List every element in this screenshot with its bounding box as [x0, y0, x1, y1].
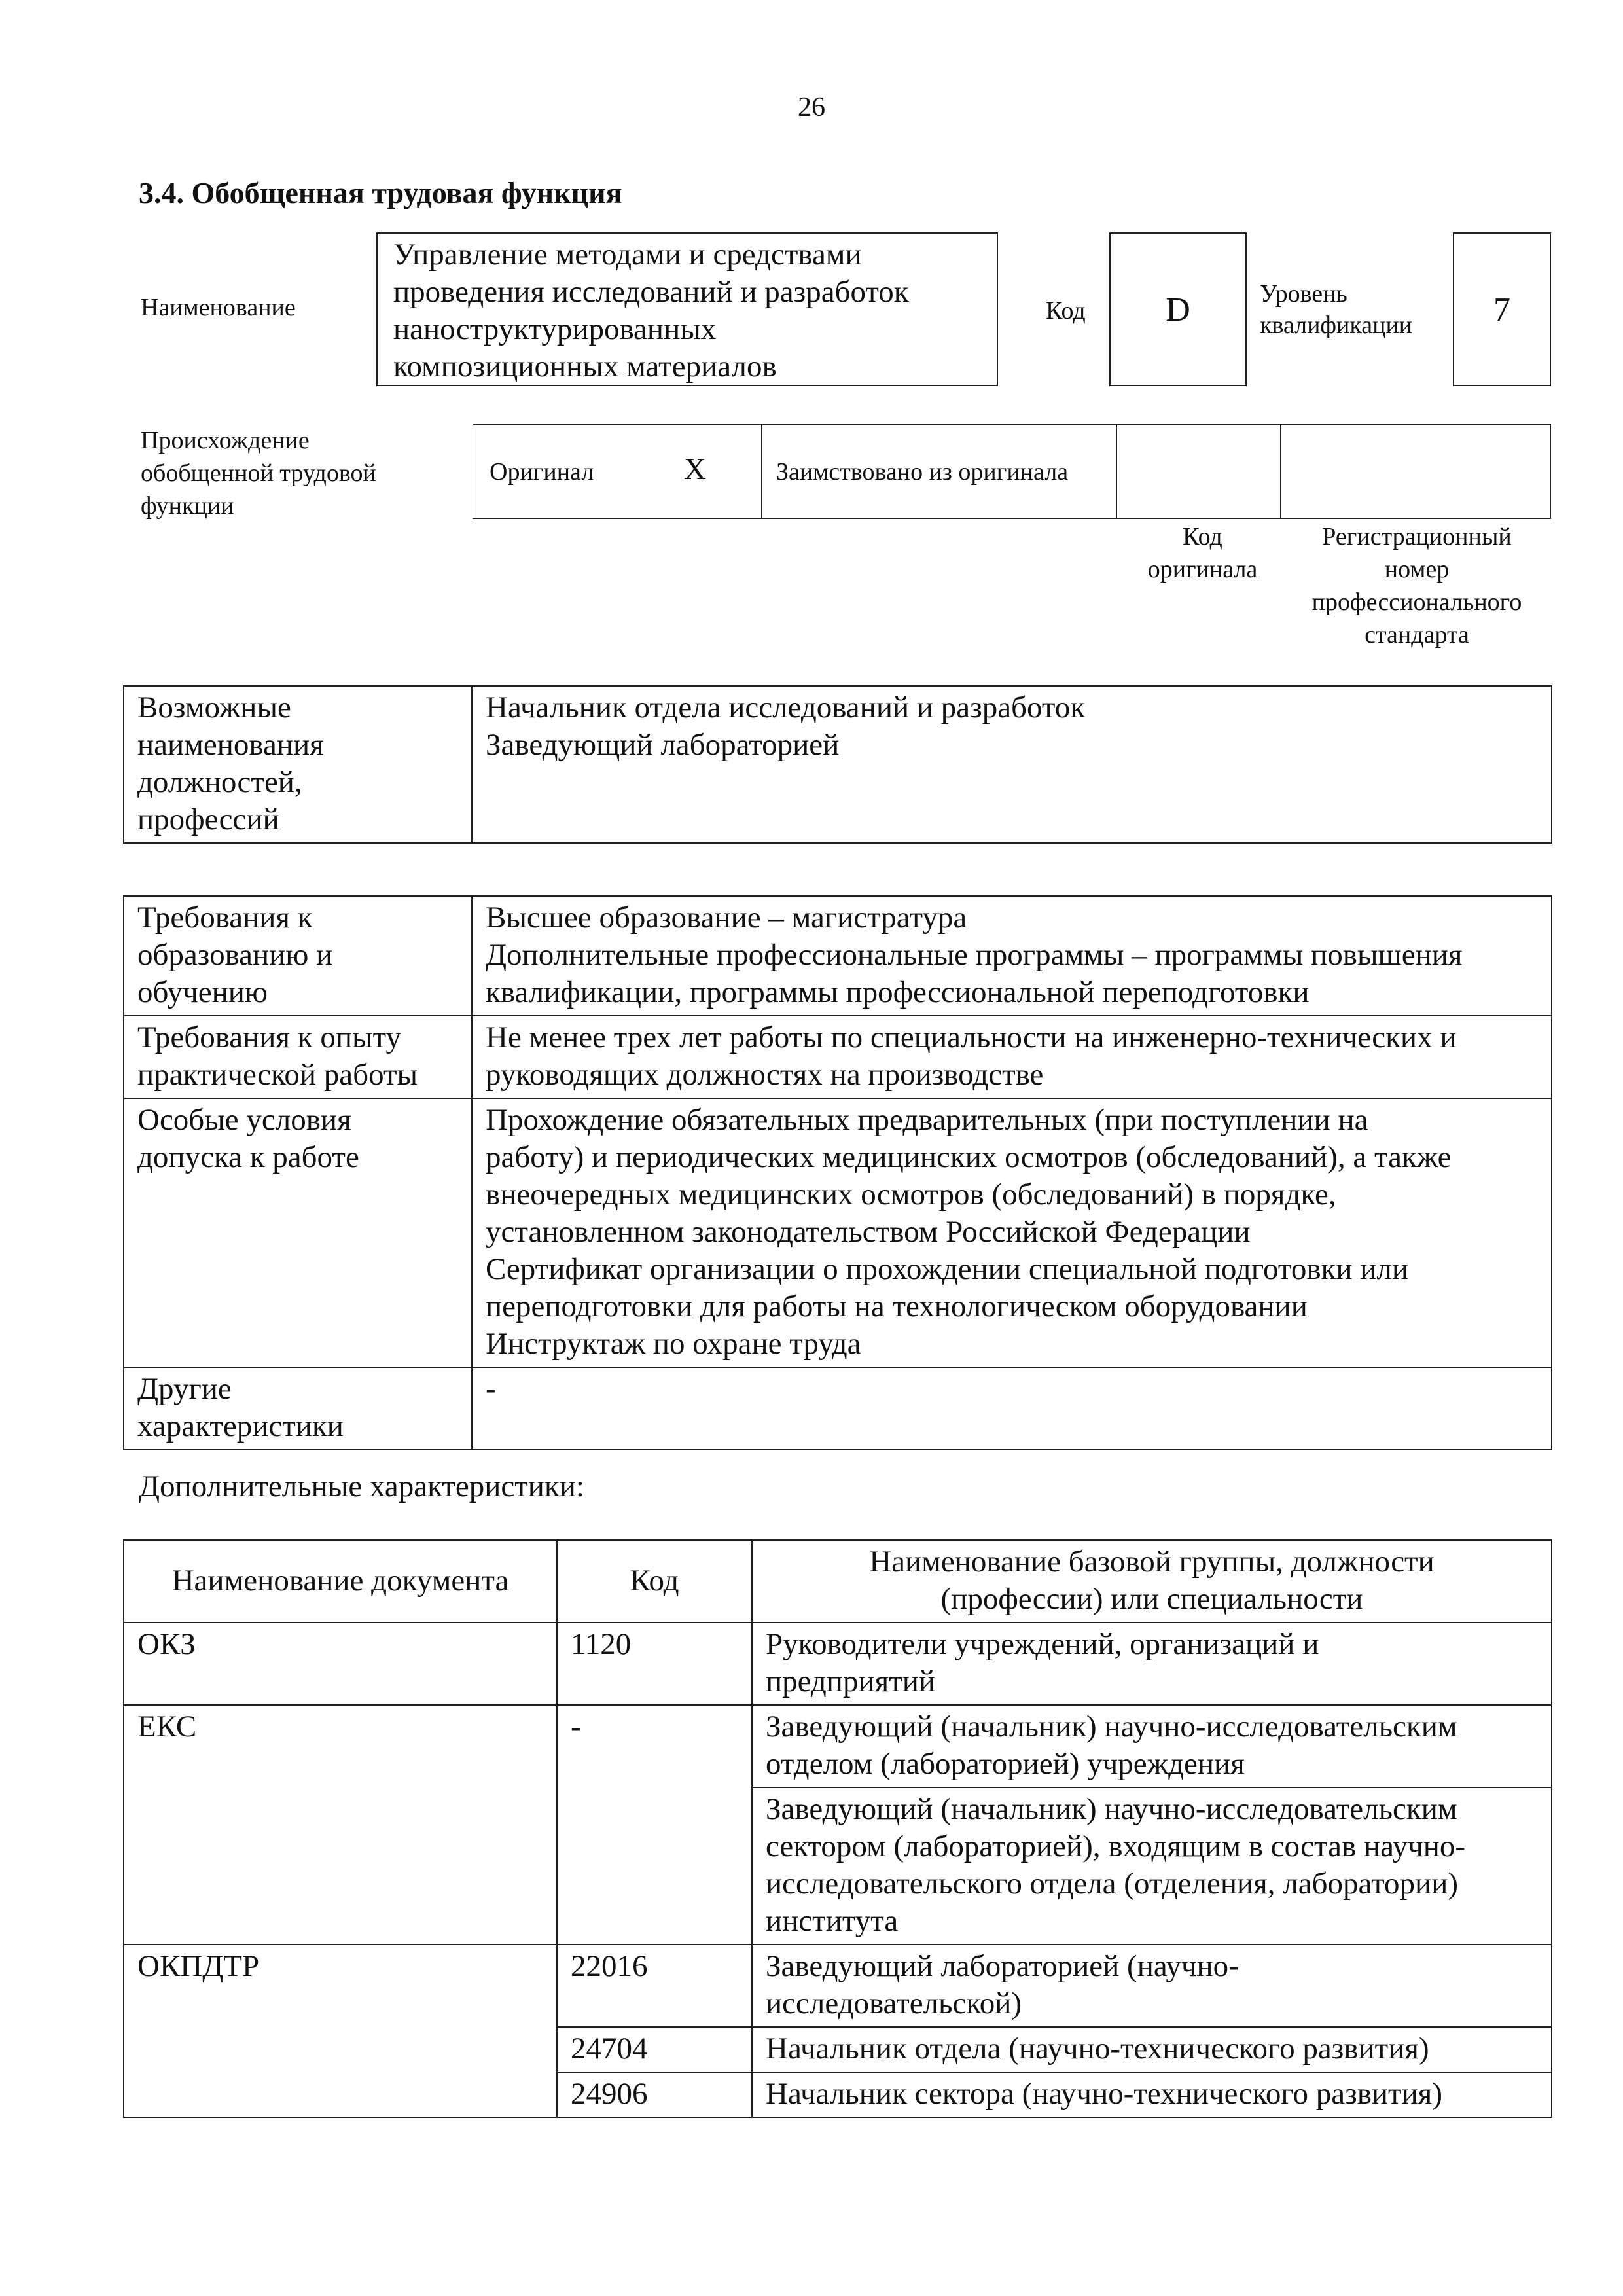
- special-conditions-value: Прохождение обязательных предварительных (при поступлении на работу) и периодических медицинских осмотров (обследований), а также внеочередных медицинских осмотров (обследований) в порядке, установленном законодательством Российской Федерации Сертификат организации о прохождении специальной подготовки или переподготовки для работы на технологическом оборудовании Инструктаж по охране труда: [472, 1098, 1552, 1367]
- special-conditions-label: Особые условия допуска к работе: [124, 1098, 472, 1367]
- table-row: [124, 1705, 1552, 1787]
- row-name: Заведующий лабораторией (научно- исследовательской): [752, 1945, 1552, 2027]
- row-code: -: [557, 1705, 752, 1945]
- level-label: Уровень квалификации: [1260, 280, 1413, 339]
- reg-number-caption: Регистрационный номер профессионального стандарта: [1311, 523, 1522, 649]
- original-label: Оригинал: [490, 458, 594, 486]
- table-row: [124, 686, 1552, 843]
- code-original-caption: Код оригинала: [1147, 523, 1258, 583]
- table-row: [124, 896, 1552, 1016]
- other-value: -: [472, 1367, 1552, 1450]
- row-doc: ОКПДТР: [124, 1945, 557, 2117]
- header-name: Наименование базовой группы, должности (профессии) или специальности: [752, 1540, 1552, 1623]
- row-code: 1120: [557, 1623, 752, 1705]
- origin-label: Происхождение обобщенной трудовой функции: [141, 427, 376, 520]
- table-row: [124, 1623, 1552, 1705]
- row-name: Руководители учреждений, организаций и предприятий: [752, 1623, 1552, 1705]
- row-name: Начальник сектора (научно-технического развития): [752, 2072, 1552, 2117]
- row-doc: ОКЗ: [124, 1623, 557, 1705]
- table-row: [124, 1098, 1552, 1367]
- additional-table: [123, 1539, 1552, 2118]
- additional-title: Дополнительные характеристики:: [139, 1469, 584, 1503]
- level-value-box: [1453, 232, 1551, 386]
- code-value: D: [1166, 291, 1190, 329]
- section-title: 3.4. Обобщенная трудовая функция: [139, 176, 622, 209]
- experience-value: Не менее трех лет работы по специальности на инженерно-технических и руководящих должностях на производстве: [472, 1016, 1552, 1098]
- table-row: [124, 1945, 1552, 2027]
- row-code: 24704: [557, 2027, 752, 2072]
- level-value: 7: [1493, 291, 1510, 329]
- origin-box: [473, 424, 1551, 519]
- requirements-table: [123, 895, 1552, 1450]
- row-name: Заведующий (начальник) научно-исследовательским сектором (лабораторией), входящим в состав научно- исследовательского отдела (отделения, лаборатории) института: [752, 1787, 1552, 1945]
- education-value: Высшее образование – магистратура Дополнительные профессиональные программы – программы повышения квалификации, программы профессиональной переподготовки: [472, 896, 1552, 1016]
- name-value-box: [376, 232, 998, 386]
- experience-label: Требования к опыту практической работы: [124, 1016, 472, 1098]
- education-label: Требования к образованию и обучению: [124, 896, 472, 1016]
- original-mark: X: [684, 452, 706, 486]
- other-label: Другие характеристики: [124, 1367, 472, 1450]
- table-row: [124, 1016, 1552, 1098]
- positions-table: [123, 685, 1552, 844]
- name-value: Управление методами и средствами проведения исследований и разработок наноструктурированных композиционных материалов: [393, 238, 909, 384]
- header-code: Код: [557, 1540, 752, 1623]
- code-label: Код: [1046, 297, 1086, 325]
- table-header-row: [124, 1540, 1552, 1623]
- table-row: [124, 1367, 1552, 1450]
- borrowed-label: Заимствовано из оригинала: [776, 458, 1069, 486]
- row-doc: ЕКС: [124, 1705, 557, 1945]
- name-label: Наименование: [141, 294, 296, 321]
- row-name: Заведующий (начальник) научно-исследовательским отделом (лабораторией) учреждения: [752, 1705, 1552, 1787]
- row-code: 22016: [557, 1945, 752, 2027]
- page-number: 26: [798, 92, 825, 122]
- row-name: Начальник отдела (научно-технического развития): [752, 2027, 1552, 2072]
- code-value-box: [1109, 232, 1247, 386]
- row-code: 24906: [557, 2072, 752, 2117]
- positions-label: Возможные наименования должностей, профессий: [124, 686, 472, 843]
- positions-value: Начальник отдела исследований и разработок Заведующий лабораторией: [472, 686, 1552, 843]
- header-doc: Наименование документа: [124, 1540, 557, 1623]
